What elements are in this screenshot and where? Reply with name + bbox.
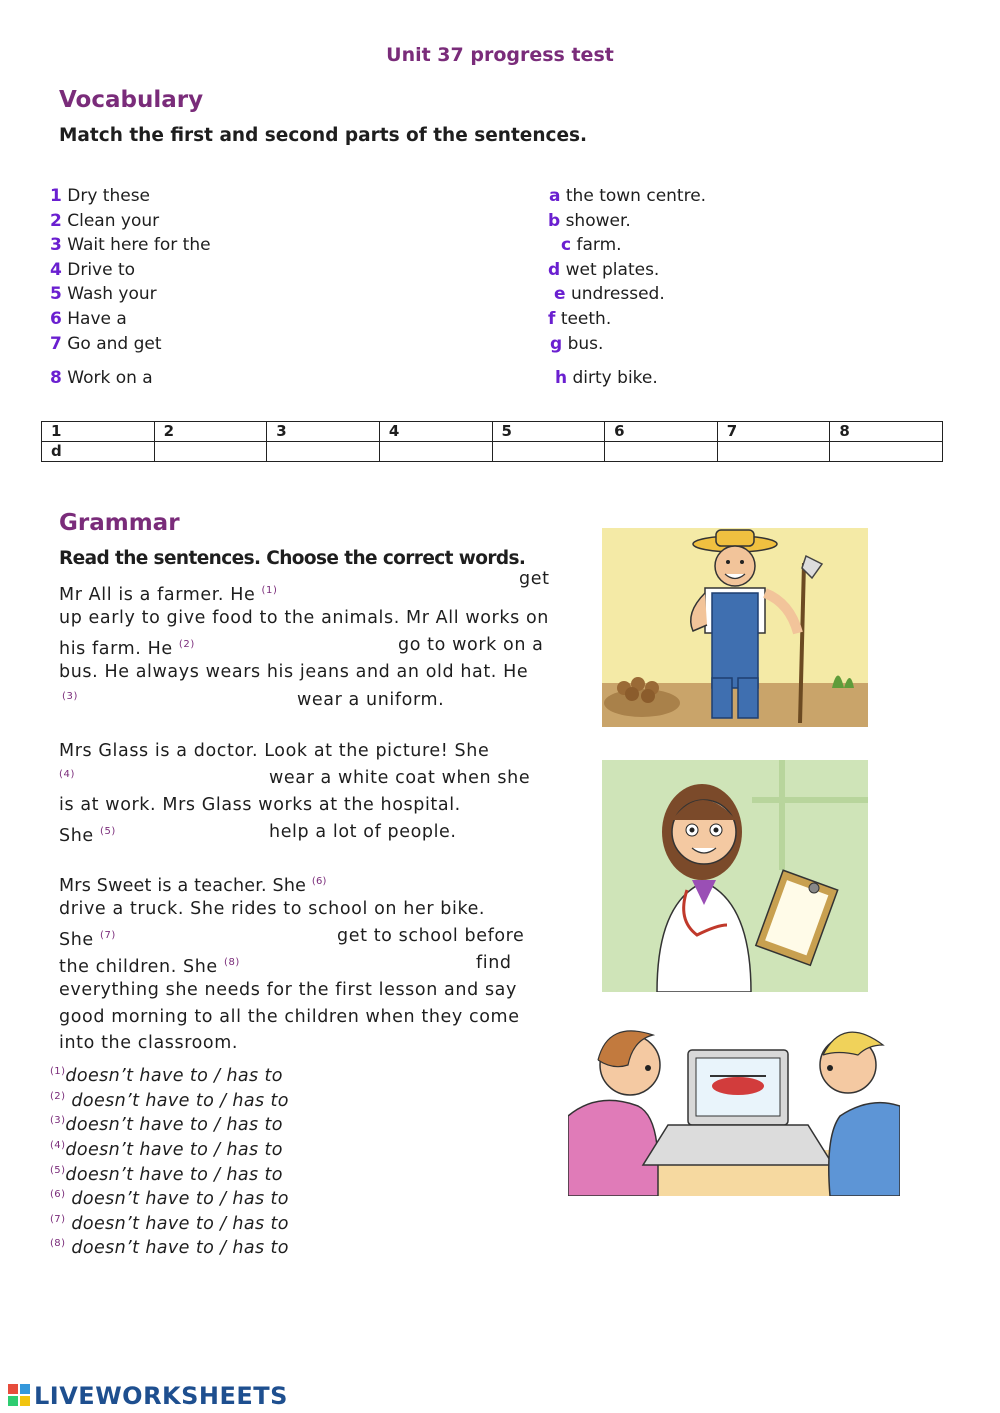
match-left-4: 4 Drive to [50, 260, 136, 280]
gap-marker-7: (7) [99, 930, 116, 941]
match-right-h: h dirty bike. [555, 368, 658, 388]
answer-header-6: 6 [605, 422, 718, 442]
answer-cell-2[interactable] [154, 442, 267, 462]
p3-line4-end: find [476, 953, 512, 973]
gap-marker-4: (4) [59, 769, 75, 780]
answer-cell-5[interactable] [492, 442, 605, 462]
match-left-2: 2 Clean your [50, 211, 160, 231]
answer-header-4: 4 [379, 422, 492, 442]
farmer-illustration [602, 528, 868, 727]
match-left-7: 7 Go and get [50, 334, 162, 354]
match-right-f: f teeth. [548, 309, 612, 329]
option-6[interactable]: $^{(6)}$ doesn’t have to / has to [50, 1189, 289, 1209]
match-right-e: e undressed. [554, 284, 665, 304]
answer-header-2: 2 [154, 422, 267, 442]
grammar-instruction: Read the sentences. Choose the correct words. [59, 548, 526, 569]
match-left-8: 8 Work on a [50, 368, 153, 388]
gap-marker-6: (6) [311, 876, 327, 887]
answer-cell-7[interactable] [717, 442, 830, 462]
match-left-5: 5 Wash your [50, 284, 157, 304]
answer-cell-6[interactable] [605, 442, 718, 462]
option-7[interactable]: $^{(7)}$ doesn’t have to / has to [50, 1214, 289, 1234]
match-right-g: g bus. [550, 334, 604, 354]
answer-cell-1[interactable]: d [42, 442, 155, 462]
match-right-c: c farm. [561, 235, 622, 255]
p1-line3: his farm. He $^{(2)}$ [59, 638, 195, 659]
vocabulary-instruction: Match the first and second parts of the sentences. [59, 125, 588, 146]
gap-marker-5: (5) [99, 826, 116, 837]
match-left-6: 6 Have a [50, 309, 127, 329]
p2-line4: She $^{(5)}$ [59, 825, 116, 846]
option-1[interactable]: $^{(1)}$doesn’t have to / has to [50, 1066, 283, 1086]
match-left-3: 3 Wait here for the [50, 235, 211, 255]
page-title: Unit 37 progress test [386, 44, 614, 66]
answer-table [41, 421, 943, 462]
answer-header-5: 5 [492, 422, 605, 442]
laptop-children-illustration [568, 1020, 900, 1196]
p1-line2: up early to give food to the animals. Mr All works on [59, 608, 549, 628]
option-5[interactable]: $^{(5)}$doesn’t have to / has to [50, 1165, 283, 1185]
p1-line1: Mr All is a farmer. He $^{(1)}$ [59, 584, 278, 605]
option-8[interactable]: $^{(8)}$ doesn’t have to / has to [50, 1238, 289, 1258]
option-3[interactable]: $^{(3)}$doesn’t have to / has to [50, 1115, 283, 1135]
p1-line5-end: wear a uniform. [297, 690, 445, 710]
answer-header-7: 7 [717, 422, 830, 442]
answer-header-8: 8 [830, 422, 943, 442]
p2-line4-end: help a lot of people. [269, 822, 457, 842]
p1-line3-end: go to work on a [398, 635, 544, 655]
p3-line7: into the classroom. [59, 1033, 239, 1053]
p2-line2 [59, 764, 75, 790]
doctor-illustration [602, 760, 868, 992]
answer-cell-4[interactable] [379, 442, 492, 462]
answer-table-header-row [42, 422, 943, 442]
p3-line4: the children. She $^{(8)}$ [59, 956, 240, 977]
p3-line2: drive a truck. She rides to school on her bike. [59, 899, 486, 919]
option-4[interactable]: $^{(4)}$doesn’t have to / has to [50, 1140, 283, 1160]
p1-line5 [62, 686, 78, 712]
footer-brand[interactable]: LIVEWORKSHEETS [34, 1382, 288, 1410]
p3-line3-end: get to school before [337, 926, 525, 946]
gap-marker-1: (1) [261, 585, 278, 596]
p2-line2-end: wear a white coat when she [269, 768, 531, 788]
option-2[interactable]: $^{(2)}$ doesn’t have to / has to [50, 1091, 289, 1111]
answer-header-1: 1 [42, 422, 155, 442]
match-left-1: 1 Dry these [50, 186, 151, 206]
p3-line3: She $^{(7)}$ [59, 929, 116, 950]
p2-line3: is at work. Mrs Glass works at the hospital. [59, 795, 461, 815]
match-right-d: d wet plates. [548, 260, 660, 280]
p1-line1-end: get [519, 569, 550, 589]
answer-cell-8[interactable] [830, 442, 943, 462]
match-right-b: b shower. [548, 211, 631, 231]
p2-line1: Mrs Glass is a doctor. Look at the picture! She [59, 741, 490, 761]
answer-table-answer-row [42, 442, 943, 462]
gap-marker-8: (8) [223, 957, 240, 968]
grammar-heading: Grammar [59, 510, 180, 536]
gap-marker-2: (2) [178, 639, 195, 650]
answer-header-3: 3 [267, 422, 380, 442]
p3-line6: good morning to all the children when they come [59, 1007, 520, 1027]
p3-line5: everything she needs for the first lesson and say [59, 980, 517, 1000]
match-right-a: a the town centre. [549, 186, 707, 206]
liveworksheets-logo-icon [8, 1384, 30, 1406]
vocabulary-heading: Vocabulary [59, 87, 204, 113]
gap-marker-3: (3) [62, 691, 78, 702]
p1-line4: bus. He always wears his jeans and an old hat. He [59, 662, 529, 682]
p3-line1: Mrs Sweet is a teacher. She $^{(6)}$ [59, 875, 327, 896]
answer-cell-3[interactable] [267, 442, 380, 462]
